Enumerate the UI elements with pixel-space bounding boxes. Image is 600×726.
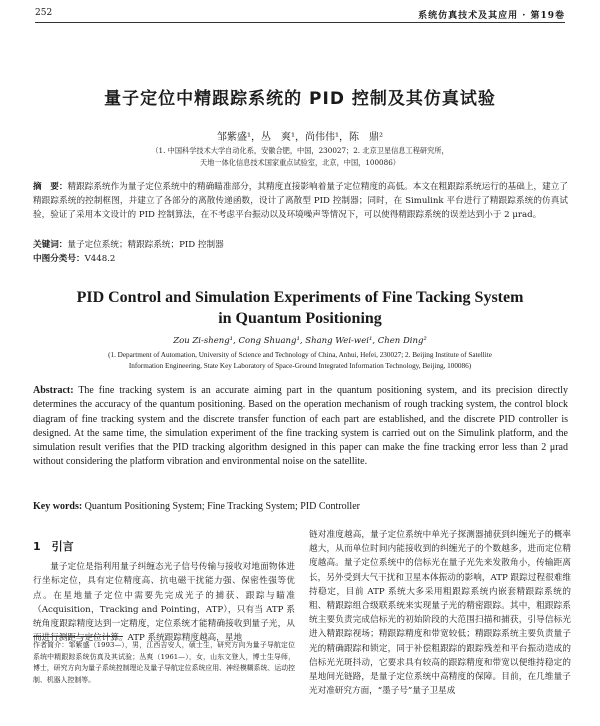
english-authors: Zou Zi-sheng¹, Cong Shuang¹, Shang Wei-wei¹, Chen Ding²	[173, 336, 427, 346]
intro-paragraph-right: 链对准度越高，量子定位系统中单光子探测器捕获到纠缠光子的概率越大，从而单位时间内能接收到的纠缠光子的个数越多，进而定位精度越高。量子定位系统中的信标光在量子光先来发散角小，传输距离长，另外受到大气干扰和卫星本体振动的影响，ATP 跟踪过程很难维持稳定，目前 ATP 系统大多采用粗跟踪系统内嵌套精跟踪系统的粗、精跟踪组合级联系统来实现量子光的精密跟踪。其中，粗跟踪系统主要负责完成信标光的初始阶段的大范围扫描和捕获，引导信标光进入精跟踪视场；精跟踪精度和带宽较低；精跟踪系统主要负责量子光的精确跟踪和锁定，同于补偿粗跟踪的跟踪残差和平台振动造成的信标光光斑抖动，它要求具有较高的跟踪精度和带宽以便维持稳定的星地间光链路，是量子定位系统中高精度的保障。目前，在几维量子光对准研究方面，“墨子号”量子卫星成	[309, 530, 571, 697]
chinese-affiliation-line-2: 天地一体化信息技术国家重点试验室，北京，中国，100086）	[200, 158, 400, 167]
english-abstract-label: Abstract:	[33, 385, 74, 396]
english-keywords	[33, 500, 568, 514]
english-title	[0, 287, 600, 329]
chinese-abstract	[33, 180, 568, 222]
chinese-abstract-text: 精跟踪系统作为量子定位系统中的精确瞄准部分，其精度直接影响着量子定位精度的高低。本文在粗跟踪系统运行的基础上，建立了精跟踪系统的控制框图，并建立了各部分的离散传递函数，设计了离散型 PID 控制器；同时，在 Simulink 平台进行了精跟踪系统的仿真试验，验证了采用本文设计的 PID 控制算法，在不考虑平台振动以及环境噪声等情况下，可以使得精跟踪系统的误差达到小于 2 μrad。	[33, 182, 568, 220]
page-number: 252	[35, 8, 53, 18]
chinese-abstract-label: 摘 要：	[33, 182, 68, 192]
intro-paragraph-left: 量子定位是指利用量子纠缠态光子信号传输与接收对地面物体进行坐标定位，具有定位精度高、抗电磁干扰能力强、保密性强等优点。在星地量子定位中需要先完成光子的捕获、跟踪与瞄准（Acquisition，Tracking and Pointing，ATP），只有当 ATP 系统角度跟踪精度达到一定精度，定位系统才能精确接收到量子光，从而进行测距与定位计算。ATP 系统跟踪精度越高，星地	[33, 562, 295, 644]
journal-name: 系统仿真技术及其应用 · 第19卷	[418, 11, 565, 21]
chinese-keywords-label: 关键词：	[33, 240, 68, 250]
english-abstract-text: The fine tracking system is an accurate aiming part in the quantum positioning system, and its precision directly determines the accuracy of the quantum positioning. Based on the operation mechanism of rough tracking system, the control block diagram of fine tracking system and the discrete transfer function of each part are established, and the discrete PID controller is designed. At the same time, the simulation experiment of the fine tracking system is carried out on the Simulink platform, and the simulation result verifies that the PID tracking algorithm designed in this paper can make the fine tracking error less than 2 μrad without considering the platform vibration and environmental noise on the satellite.	[33, 385, 568, 468]
classification-number	[33, 252, 568, 266]
english-title-line-1: PID Control and Simulation Experiments of Fine Tacking System	[76, 289, 524, 306]
chinese-affiliation	[0, 145, 600, 169]
english-affiliation-line-2: Information Engineering, State Key Laboratory of Space-Ground Integrated Information Technology, Beijing, 100086)	[128, 362, 472, 370]
left-column	[33, 528, 295, 645]
chinese-authors: 邹紫盛¹，丛 爽¹，尚伟伟¹，陈 鼎²	[216, 132, 384, 143]
english-affiliation-line-1: (1. Department of Automation, University of Science and Technology of China, Anhui, Hefei, 230027; 2. Beijing Institute of Satellite	[108, 351, 492, 359]
running-header	[35, 8, 565, 23]
chinese-keywords	[33, 238, 568, 252]
classification-value: V448.2	[84, 254, 116, 264]
english-title-line-2: in Quantum Positioning	[218, 310, 382, 327]
author-footnote: 作者简介：邹紫盛（1993—），男，江西吉安人，硕士生，研究方向为量子导航定位系统中精跟踪系统仿真及其试验；丛爽（1961—），女，山东文登人，博士生导师，博士，研究方向为量子系统控制理论及量子导航定位系统应用、神经模糊系统、运动控制、机器人控制等。	[33, 641, 295, 684]
section-heading-introduction: 1 引言	[33, 540, 74, 553]
chinese-affiliation-line-1: （1. 中国科学技术大学自动化系，安徽合肥，中国，230027；2. 北京卫星信息工程研究所，	[151, 146, 449, 155]
chinese-title: 量子定位中精跟踪系统的 PID 控制及其仿真试验	[104, 89, 496, 109]
english-keywords-label: Key words:	[33, 501, 83, 512]
english-abstract	[33, 384, 568, 470]
classification-label: 中图分类号：	[33, 254, 85, 264]
chinese-keywords-text: 量子定位系统；精跟踪系统；PID 控制器	[67, 240, 224, 250]
english-affiliation	[45, 350, 555, 372]
right-column	[309, 528, 571, 698]
english-keywords-text: Quantum Positioning System; Fine Tracking System; PID Controller	[84, 501, 360, 512]
footnote-divider	[33, 636, 123, 637]
